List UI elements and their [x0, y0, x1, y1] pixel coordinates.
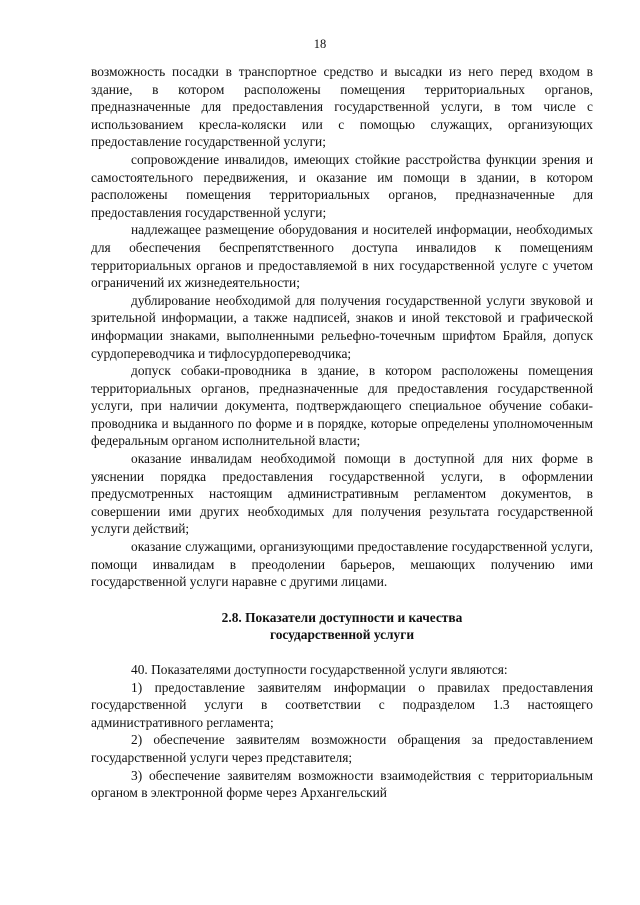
- paragraph-accessibility-indicators: 40. Показателями доступности государственной услуги являются:: [131, 662, 508, 677]
- section-heading-line-2: государственной услуги: [269, 627, 415, 643]
- paragraph-assistance-procedure: оказание инвалидам необходимой помощи в доступной для них форме в уяснении порядка предоставления государственной услуги, в оформлении предусмотренных настоящим административным регламентом документов, в совершении ими других необходимых для получения результата государственной услуги действий;: [91, 451, 593, 537]
- page-number: 18: [313, 37, 327, 51]
- list-item-3: 3) обеспечение заявителям возможности взаимодействия с территориальным органом в электронной форме через Архангельский: [91, 767, 593, 801]
- list-item-1: 1) предоставление заявителям информации о правилах предоставления государственной услуги в соответствии с подразделом 1.3 настоящего административного регламента;: [91, 679, 593, 730]
- paragraph-boarding-assistance: возможность посадки в транспортное средство и высадки из него перед входом в здание, в котором расположены помещения территориальных органов, предназначенные для предоставления государственной услуги, в том числе с использованием кресла-коляски или с помощью служащих, организующих предоставление государственной услуги;: [91, 64, 593, 150]
- paragraph-information-duplication: дублирование необходимой для получения государственной услуги звуковой и зрительной информации, а также надписей, знаков и иной текстовой и графической информации знаками, выполненными рельефно-точечным шрифтом Брайля, допуск сурдопереводчика и тифлосурдопереводчика;: [91, 292, 593, 361]
- document-body: [91, 63, 593, 802]
- paragraph-equipment-placement: надлежащее размещение оборудования и носителей информации, необходимых для обеспечения беспрепятственного доступа инвалидов к помещениям территориальных органов и предоставляемой в них государственной услуге с учетом ограничений их жизнедеятельности;: [91, 222, 593, 291]
- list-item-2: 2) обеспечение заявителям возможности обращения за предоставлением государственной услуги через представителя;: [91, 732, 593, 765]
- paragraph-escort-disabled: сопровождение инвалидов, имеющих стойкие расстройства функции зрения и самостоятельного передвижения, и оказание им помощи в здании, в котором расположены помещения территориальных органов, предназначенные для предоставления государственной услуги;: [91, 151, 593, 220]
- paragraph-guide-dog-admission: допуск собаки-проводника в здание, в котором расположены помещения территориальных органов, предназначенные для предоставления государственной услуги, при наличии документа, подтверждающего специальное обучение собаки-проводника и выданного по форме и в порядке, которые определены уполномоченным федеральным органом исполнительной власти;: [91, 363, 593, 449]
- paragraph-barrier-help: оказание служащими, организующими предоставление государственной услуги, помощи инвалидам в преодолении барьеров, мешающих получению ими государственной услуги наравне с другими лицами.: [91, 539, 593, 590]
- section-heading-line-1: 2.8. Показатели доступности и качества: [221, 609, 463, 625]
